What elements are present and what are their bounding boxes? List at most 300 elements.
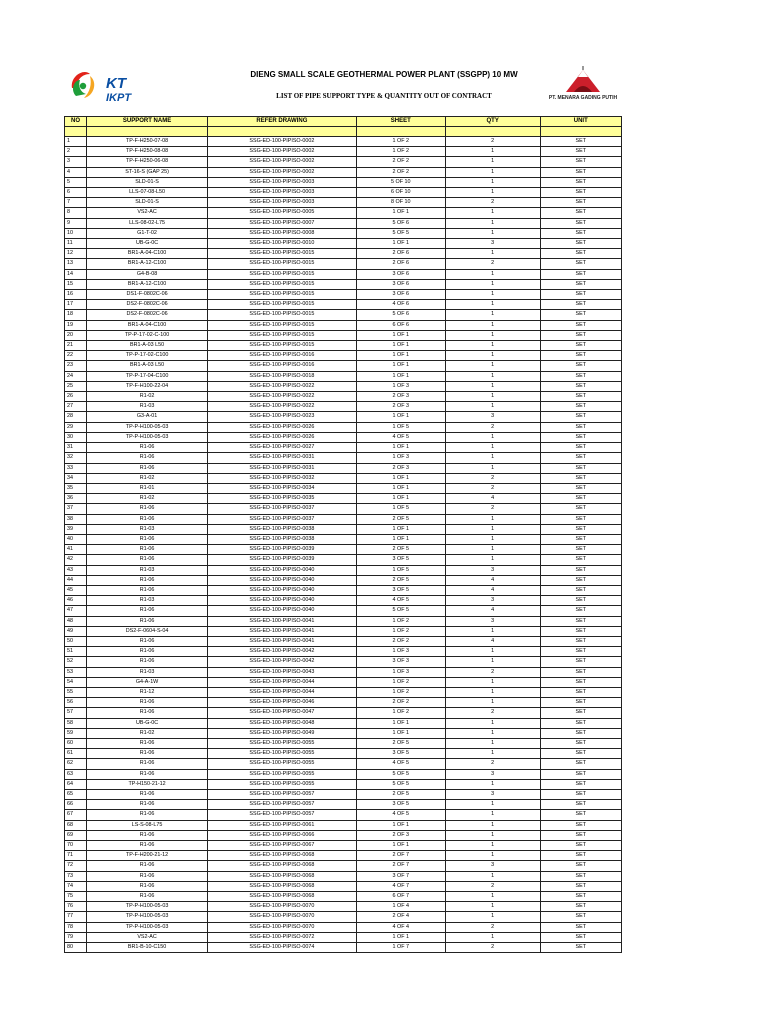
qty-cell: 3 <box>445 239 540 249</box>
refer-drawing-cell: SSG-ED-100-PIPISO-0046 <box>208 698 357 708</box>
unit-cell: SET <box>540 534 622 544</box>
support-name-cell: R1-06 <box>87 769 208 779</box>
column-header-no: NO <box>65 117 87 127</box>
sheet-cell: 4 OF 5 <box>356 432 445 442</box>
refer-drawing-cell: SSG-ED-100-PIPISO-0041 <box>208 616 357 626</box>
qty-cell: 3 <box>445 616 540 626</box>
unit-cell: SET <box>540 677 622 687</box>
qty-cell: 1 <box>445 300 540 310</box>
qty-cell: 1 <box>445 841 540 851</box>
unit-cell: SET <box>540 555 622 565</box>
support-name-cell: R1-06 <box>87 749 208 759</box>
refer-drawing-cell: SSG-ED-100-PIPISO-0026 <box>208 432 357 442</box>
unit-cell: SET <box>540 718 622 728</box>
support-name-cell: R1-12 <box>87 687 208 697</box>
sheet-cell: 2 OF 2 <box>356 698 445 708</box>
support-name-cell: R1-06 <box>87 830 208 840</box>
table-row <box>65 137 622 147</box>
row-no-cell: 19 <box>65 320 87 330</box>
refer-drawing-cell: SSG-ED-100-PIPISO-0055 <box>208 749 357 759</box>
unit-cell: SET <box>540 596 622 606</box>
row-no-cell: 72 <box>65 861 87 871</box>
row-no-cell: 53 <box>65 667 87 677</box>
table-row <box>65 871 622 881</box>
row-no-cell: 2 <box>65 147 87 157</box>
row-no-cell: 80 <box>65 943 87 953</box>
table-row <box>65 779 622 789</box>
sheet-cell: 1 OF 1 <box>356 330 445 340</box>
row-no-cell: 34 <box>65 473 87 483</box>
qty-cell: 1 <box>445 392 540 402</box>
qty-cell: 1 <box>445 810 540 820</box>
refer-drawing-cell: SSG-ED-100-PIPISO-0016 <box>208 351 357 361</box>
sheet-cell: 1 OF 1 <box>356 728 445 738</box>
support-name-cell: R1-06 <box>87 636 208 646</box>
table-row <box>65 667 622 677</box>
table-row <box>65 769 622 779</box>
unit-cell: SET <box>540 483 622 493</box>
refer-drawing-cell: SSG-ED-100-PIPISO-0003 <box>208 188 357 198</box>
refer-drawing-cell: SSG-ED-100-PIPISO-0007 <box>208 218 357 228</box>
support-name-cell: G1-T-02 <box>87 228 208 238</box>
unit-cell: SET <box>540 779 622 789</box>
row-no-cell: 23 <box>65 361 87 371</box>
unit-cell: SET <box>540 188 622 198</box>
sheet-cell: 4 OF 5 <box>356 759 445 769</box>
table-row <box>65 545 622 555</box>
unit-cell: SET <box>540 198 622 208</box>
refer-drawing-cell: SSG-ED-100-PIPISO-0002 <box>208 167 357 177</box>
support-name-cell: R1-06 <box>87 657 208 667</box>
refer-drawing-cell: SSG-ED-100-PIPISO-0015 <box>208 341 357 351</box>
qty-cell: 1 <box>445 432 540 442</box>
refer-drawing-cell: SSG-ED-100-PIPISO-0005 <box>208 208 357 218</box>
row-no-cell: 70 <box>65 841 87 851</box>
table-row <box>65 861 622 871</box>
refer-drawing-cell: SSG-ED-100-PIPISO-0015 <box>208 290 357 300</box>
unit-cell: SET <box>540 504 622 514</box>
qty-cell: 1 <box>445 524 540 534</box>
unit-cell: SET <box>540 290 622 300</box>
qty-cell: 2 <box>445 708 540 718</box>
table-row <box>65 657 622 667</box>
sheet-cell: 1 OF 1 <box>356 351 445 361</box>
sheet-cell: 3 OF 7 <box>356 871 445 881</box>
refer-drawing-cell: SSG-ED-100-PIPISO-0018 <box>208 371 357 381</box>
support-name-cell: R1-02 <box>87 392 208 402</box>
refer-drawing-cell: SSG-ED-100-PIPISO-0008 <box>208 228 357 238</box>
unit-cell: SET <box>540 902 622 912</box>
qty-cell: 1 <box>445 932 540 942</box>
support-name-cell: TP-P-H100-05-03 <box>87 922 208 932</box>
table-row <box>65 636 622 646</box>
table-row <box>65 290 622 300</box>
refer-drawing-cell: SSG-ED-100-PIPISO-0057 <box>208 790 357 800</box>
table-row <box>65 494 622 504</box>
table-row <box>65 626 622 636</box>
refer-drawing-cell: SSG-ED-100-PIPISO-0037 <box>208 514 357 524</box>
refer-drawing-cell: SSG-ED-100-PIPISO-0022 <box>208 381 357 391</box>
refer-drawing-cell: SSG-ED-100-PIPISO-0002 <box>208 147 357 157</box>
table-row <box>65 259 622 269</box>
refer-drawing-cell: SSG-ED-100-PIPISO-0015 <box>208 310 357 320</box>
table-row <box>65 361 622 371</box>
qty-cell: 1 <box>445 902 540 912</box>
table-row <box>65 902 622 912</box>
qty-cell: 2 <box>445 483 540 493</box>
row-no-cell: 32 <box>65 453 87 463</box>
unit-cell: SET <box>540 177 622 187</box>
qty-cell: 1 <box>445 177 540 187</box>
sheet-cell: 1 OF 2 <box>356 616 445 626</box>
support-name-cell: TP-F-H200-21-12 <box>87 851 208 861</box>
refer-drawing-cell: SSG-ED-100-PIPISO-0041 <box>208 636 357 646</box>
row-no-cell: 8 <box>65 208 87 218</box>
table-row <box>65 555 622 565</box>
support-name-cell: LS-S-08-L75 <box>87 820 208 830</box>
support-name-cell: R1-01 <box>87 483 208 493</box>
table-row <box>65 698 622 708</box>
sheet-cell: 1 OF 1 <box>356 820 445 830</box>
row-no-cell: 54 <box>65 677 87 687</box>
table-row <box>65 687 622 697</box>
sheet-cell: 4 OF 6 <box>356 300 445 310</box>
support-name-cell: BR1-A-04-C100 <box>87 249 208 259</box>
support-name-cell: BR1-A-03 L50 <box>87 341 208 351</box>
qty-cell: 2 <box>445 422 540 432</box>
qty-cell: 1 <box>445 892 540 902</box>
table-row <box>65 851 622 861</box>
support-name-cell: G3-A-01 <box>87 412 208 422</box>
support-name-cell: R1-06 <box>87 759 208 769</box>
unit-cell: SET <box>540 871 622 881</box>
table-row <box>65 810 622 820</box>
support-name-cell: R1-03 <box>87 596 208 606</box>
row-no-cell: 50 <box>65 636 87 646</box>
refer-drawing-cell: SSG-ED-100-PIPISO-0043 <box>208 667 357 677</box>
support-name-cell: R1-06 <box>87 504 208 514</box>
unit-cell: SET <box>540 851 622 861</box>
qty-cell: 1 <box>445 830 540 840</box>
qty-cell: 1 <box>445 698 540 708</box>
unit-cell: SET <box>540 647 622 657</box>
qty-cell: 1 <box>445 453 540 463</box>
sheet-cell: 5 OF 6 <box>356 310 445 320</box>
table-row <box>65 228 622 238</box>
column-header-sheet: SHEET <box>356 117 445 127</box>
row-no-cell: 30 <box>65 432 87 442</box>
qty-cell: 1 <box>445 269 540 279</box>
table-row <box>65 198 622 208</box>
support-name-cell: BR1-A-12-C100 <box>87 279 208 289</box>
kt-logo-text: KT <box>106 75 126 92</box>
sheet-cell: 1 OF 1 <box>356 494 445 504</box>
row-no-cell: 69 <box>65 830 87 840</box>
sheet-cell: 2 OF 3 <box>356 463 445 473</box>
sheet-cell: 3 OF 5 <box>356 800 445 810</box>
sheet-cell: 6 OF 7 <box>356 892 445 902</box>
qty-cell: 1 <box>445 555 540 565</box>
refer-drawing-cell: SSG-ED-100-PIPISO-0070 <box>208 922 357 932</box>
document-title: DIENG SMALL SCALE GEOTHERMAL POWER PLANT (SSGPP) 10 MW <box>250 70 518 79</box>
qty-cell: 1 <box>445 381 540 391</box>
support-name-cell: G4-A-1W <box>87 677 208 687</box>
support-name-cell: R1-06 <box>87 738 208 748</box>
table-row <box>65 820 622 830</box>
refer-drawing-cell: SSG-ED-100-PIPISO-0003 <box>208 198 357 208</box>
qty-cell: 1 <box>445 361 540 371</box>
table-row <box>65 606 622 616</box>
unit-cell: SET <box>540 330 622 340</box>
row-no-cell: 29 <box>65 422 87 432</box>
row-no-cell: 25 <box>65 381 87 391</box>
support-name-cell: SLD-01-S <box>87 177 208 187</box>
refer-drawing-cell: SSG-ED-100-PIPISO-0049 <box>208 728 357 738</box>
column-header-unit: UNIT <box>540 117 622 127</box>
support-name-cell: R1-06 <box>87 647 208 657</box>
support-name-cell: TP-F-H250-07-08 <box>87 137 208 147</box>
refer-drawing-cell: SSG-ED-100-PIPISO-0022 <box>208 402 357 412</box>
unit-cell: SET <box>540 912 622 922</box>
sheet-cell: 2 OF 3 <box>356 402 445 412</box>
sheet-cell: 4 OF 5 <box>356 596 445 606</box>
row-no-cell: 15 <box>65 279 87 289</box>
unit-cell: SET <box>540 361 622 371</box>
row-no-cell: 44 <box>65 575 87 585</box>
row-no-cell: 65 <box>65 790 87 800</box>
row-no-cell: 27 <box>65 402 87 412</box>
support-name-cell: R1-06 <box>87 881 208 891</box>
refer-drawing-cell: SSG-ED-100-PIPISO-0040 <box>208 565 357 575</box>
refer-drawing-cell: SSG-ED-100-PIPISO-0040 <box>208 585 357 595</box>
unit-cell: SET <box>540 810 622 820</box>
row-no-cell: 75 <box>65 892 87 902</box>
sheet-cell: 1 OF 1 <box>356 524 445 534</box>
row-no-cell: 58 <box>65 718 87 728</box>
sheet-cell: 3 OF 5 <box>356 749 445 759</box>
support-name-cell: R1-06 <box>87 443 208 453</box>
refer-drawing-cell: SSG-ED-100-PIPISO-0055 <box>208 779 357 789</box>
qty-cell: 2 <box>445 198 540 208</box>
row-no-cell: 77 <box>65 912 87 922</box>
qty-cell: 1 <box>445 157 540 167</box>
table-row <box>65 167 622 177</box>
qty-cell: 2 <box>445 922 540 932</box>
support-name-cell: R1-03 <box>87 402 208 412</box>
refer-drawing-cell: SSG-ED-100-PIPISO-0015 <box>208 259 357 269</box>
row-no-cell: 56 <box>65 698 87 708</box>
qty-cell: 1 <box>445 290 540 300</box>
table-row <box>65 381 622 391</box>
qty-cell: 1 <box>445 402 540 412</box>
refer-drawing-cell: SSG-ED-100-PIPISO-0068 <box>208 881 357 891</box>
table-row <box>65 596 622 606</box>
sheet-cell: 1 OF 5 <box>356 565 445 575</box>
pipe-support-table <box>64 116 622 953</box>
unit-cell: SET <box>540 269 622 279</box>
refer-drawing-cell: SSG-ED-100-PIPISO-0034 <box>208 483 357 493</box>
refer-drawing-cell: SSG-ED-100-PIPISO-0027 <box>208 443 357 453</box>
unit-cell: SET <box>540 412 622 422</box>
table-row <box>65 922 622 932</box>
support-name-cell: TP-P-17-02-C-100 <box>87 330 208 340</box>
qty-cell: 4 <box>445 585 540 595</box>
row-no-cell: 10 <box>65 228 87 238</box>
qty-cell: 3 <box>445 769 540 779</box>
unit-cell: SET <box>540 545 622 555</box>
unit-cell: SET <box>540 300 622 310</box>
support-name-cell: R1-06 <box>87 790 208 800</box>
refer-drawing-cell: SSG-ED-100-PIPISO-0015 <box>208 249 357 259</box>
table-row <box>65 473 622 483</box>
sheet-cell: 1 OF 4 <box>356 902 445 912</box>
refer-drawing-cell: SSG-ED-100-PIPISO-0066 <box>208 830 357 840</box>
qty-cell: 1 <box>445 718 540 728</box>
unit-cell: SET <box>540 524 622 534</box>
table-row <box>65 341 622 351</box>
refer-drawing-cell: SSG-ED-100-PIPISO-0038 <box>208 534 357 544</box>
column-header-refer-drawing: REFER DRAWING <box>208 117 357 127</box>
unit-cell: SET <box>540 310 622 320</box>
sheet-cell: 1 OF 2 <box>356 137 445 147</box>
sheet-cell: 1 OF 7 <box>356 943 445 953</box>
unit-cell: SET <box>540 208 622 218</box>
sheet-cell: 1 OF 1 <box>356 239 445 249</box>
row-no-cell: 38 <box>65 514 87 524</box>
unit-cell: SET <box>540 892 622 902</box>
unit-cell: SET <box>540 279 622 289</box>
unit-cell: SET <box>540 463 622 473</box>
support-name-cell: TP-P-17-02-C100 <box>87 351 208 361</box>
table-row <box>65 392 622 402</box>
sheet-cell: 1 OF 1 <box>356 718 445 728</box>
support-name-cell: DS2-F-0604-S-04 <box>87 626 208 636</box>
unit-cell: SET <box>540 790 622 800</box>
sheet-cell: 3 OF 6 <box>356 290 445 300</box>
table-row <box>65 412 622 422</box>
qty-cell: 1 <box>445 912 540 922</box>
unit-cell: SET <box>540 861 622 871</box>
support-name-cell: TP-P-17-04-C100 <box>87 371 208 381</box>
unit-cell: SET <box>540 218 622 228</box>
row-no-cell: 41 <box>65 545 87 555</box>
sheet-cell: 3 OF 6 <box>356 269 445 279</box>
support-name-cell: TP-P-H100-05-03 <box>87 902 208 912</box>
table-row <box>65 585 622 595</box>
row-no-cell: 63 <box>65 769 87 779</box>
sheet-cell: 2 OF 5 <box>356 790 445 800</box>
unit-cell: SET <box>540 137 622 147</box>
table-row <box>65 483 622 493</box>
support-name-cell: TP-F-H100-22-04 <box>87 381 208 391</box>
sheet-cell: 2 OF 3 <box>356 392 445 402</box>
support-name-cell: VS2-AC <box>87 208 208 218</box>
table-header-spacer-row <box>65 127 622 137</box>
unit-cell: SET <box>540 657 622 667</box>
row-no-cell: 37 <box>65 504 87 514</box>
refer-drawing-cell: SSG-ED-100-PIPISO-0044 <box>208 687 357 697</box>
sheet-cell: 1 OF 1 <box>356 443 445 453</box>
table-row <box>65 463 622 473</box>
unit-cell: SET <box>540 371 622 381</box>
qty-cell: 3 <box>445 790 540 800</box>
sheet-cell: 1 OF 1 <box>356 361 445 371</box>
support-name-cell: LLS-07-08-L50 <box>87 188 208 198</box>
unit-cell: SET <box>540 932 622 942</box>
qty-cell: 3 <box>445 565 540 575</box>
table-row <box>65 677 622 687</box>
refer-drawing-cell: SSG-ED-100-PIPISO-0037 <box>208 504 357 514</box>
qty-cell: 1 <box>445 228 540 238</box>
table-row <box>65 147 622 157</box>
sheet-cell: 4 OF 7 <box>356 881 445 891</box>
refer-drawing-cell: SSG-ED-100-PIPISO-0040 <box>208 606 357 616</box>
row-no-cell: 48 <box>65 616 87 626</box>
sheet-cell: 2 OF 5 <box>356 514 445 524</box>
sheet-cell: 1 OF 5 <box>356 422 445 432</box>
sheet-cell: 2 OF 7 <box>356 861 445 871</box>
qty-cell: 1 <box>445 208 540 218</box>
table-row <box>65 371 622 381</box>
unit-cell: SET <box>540 392 622 402</box>
row-no-cell: 79 <box>65 932 87 942</box>
refer-drawing-cell: SSG-ED-100-PIPISO-0055 <box>208 738 357 748</box>
table-row <box>65 647 622 657</box>
qty-cell: 1 <box>445 779 540 789</box>
qty-cell: 2 <box>445 667 540 677</box>
table-row <box>65 881 622 891</box>
sheet-cell: 1 OF 2 <box>356 677 445 687</box>
refer-drawing-cell: SSG-ED-100-PIPISO-0067 <box>208 841 357 851</box>
sheet-cell: 2 OF 6 <box>356 249 445 259</box>
support-name-cell: TP-P-H100-05-03 <box>87 912 208 922</box>
qty-cell: 4 <box>445 575 540 585</box>
row-no-cell: 13 <box>65 259 87 269</box>
unit-cell: SET <box>540 636 622 646</box>
sheet-cell: 6 OF 6 <box>356 320 445 330</box>
sheet-cell: 1 OF 1 <box>356 534 445 544</box>
unit-cell: SET <box>540 422 622 432</box>
support-name-cell: R1-02 <box>87 728 208 738</box>
unit-cell: SET <box>540 738 622 748</box>
qty-cell: 1 <box>445 749 540 759</box>
qty-cell: 1 <box>445 728 540 738</box>
support-name-cell: R1-06 <box>87 555 208 565</box>
refer-drawing-cell: SSG-ED-100-PIPISO-0015 <box>208 300 357 310</box>
qty-cell: 1 <box>445 330 540 340</box>
unit-cell: SET <box>540 239 622 249</box>
refer-drawing-cell: SSG-ED-100-PIPISO-0074 <box>208 943 357 953</box>
qty-cell: 1 <box>445 534 540 544</box>
sheet-cell: 3 OF 5 <box>356 555 445 565</box>
sheet-cell: 4 OF 5 <box>356 810 445 820</box>
row-no-cell: 73 <box>65 871 87 881</box>
support-name-cell: SLD-01-S <box>87 198 208 208</box>
row-no-cell: 22 <box>65 351 87 361</box>
table-row <box>65 932 622 942</box>
qty-cell: 1 <box>445 677 540 687</box>
row-no-cell: 78 <box>65 922 87 932</box>
unit-cell: SET <box>540 320 622 330</box>
refer-drawing-cell: SSG-ED-100-PIPISO-0042 <box>208 657 357 667</box>
qty-cell: 1 <box>445 463 540 473</box>
row-no-cell: 52 <box>65 657 87 667</box>
sheet-cell: 5 OF 5 <box>356 228 445 238</box>
unit-cell: SET <box>540 351 622 361</box>
table-row <box>65 841 622 851</box>
unit-cell: SET <box>540 381 622 391</box>
sheet-cell: 1 OF 1 <box>356 341 445 351</box>
